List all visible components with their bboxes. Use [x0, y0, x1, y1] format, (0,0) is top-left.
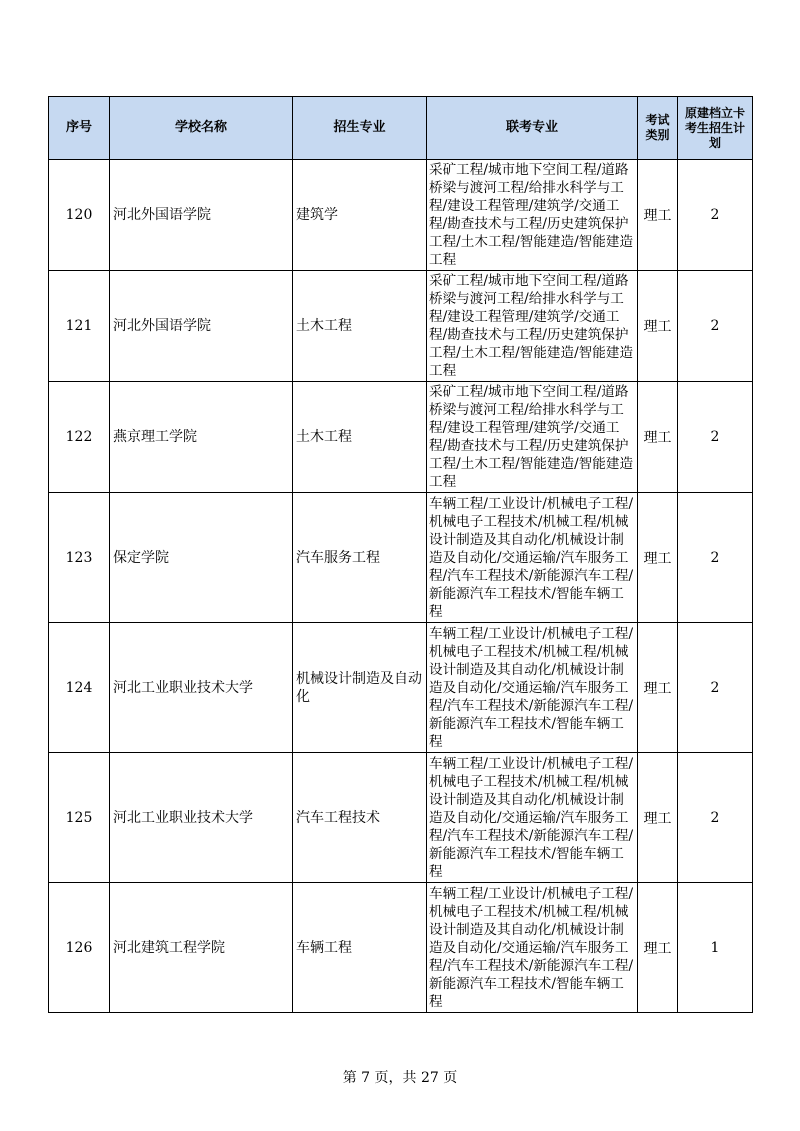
row-category: 理工	[638, 382, 678, 493]
row-school: 河北工业职业技术大学	[110, 623, 293, 753]
row-plan: 2	[678, 271, 753, 382]
row-plan: 2	[678, 623, 753, 753]
row-index: 124	[49, 623, 110, 753]
row-index: 125	[49, 753, 110, 883]
row-index: 123	[49, 493, 110, 623]
header-joint-major: 联考专业	[427, 97, 638, 160]
row-category: 理工	[638, 753, 678, 883]
row-joint-major: 车辆工程/工业设计/机械电子工程/机械电子工程技术/机械工程/机械设计制造及其自动化/机械设计制造及自动化/交通运输/汽车服务工程/汽车工程技术/新能源汽车工程/新能源汽车工程技术/智能车辆工程	[427, 623, 638, 753]
row-category: 理工	[638, 271, 678, 382]
row-major: 汽车服务工程	[293, 493, 427, 623]
header-index: 序号	[49, 97, 110, 160]
header-plan: 原建档立卡考生招生计划	[678, 97, 753, 160]
row-index: 120	[49, 160, 110, 271]
row-joint-major: 采矿工程/城市地下空间工程/道路桥梁与渡河工程/给排水科学与工程/建设工程管理/建筑学/交通工程/勘查技术与工程/历史建筑保护工程/土木工程/智能建造/智能建造工程	[427, 271, 638, 382]
table-row	[49, 753, 753, 883]
row-plan: 1	[678, 883, 753, 1013]
row-joint-major: 车辆工程/工业设计/机械电子工程/机械电子工程技术/机械工程/机械设计制造及其自动化/机械设计制造及自动化/交通运输/汽车服务工程/汽车工程技术/新能源汽车工程/新能源汽车工程技术/智能车辆工程	[427, 883, 638, 1013]
header-major: 招生专业	[293, 97, 427, 160]
header-school: 学校名称	[110, 97, 293, 160]
table-row	[49, 883, 753, 1013]
row-major: 建筑学	[293, 160, 427, 271]
row-index: 122	[49, 382, 110, 493]
header-row	[49, 97, 753, 160]
row-joint-major: 车辆工程/工业设计/机械电子工程/机械电子工程技术/机械工程/机械设计制造及其自动化/机械设计制造及自动化/交通运输/汽车服务工程/汽车工程技术/新能源汽车工程/新能源汽车工程技术/智能车辆工程	[427, 753, 638, 883]
row-major: 车辆工程	[293, 883, 427, 1013]
row-school: 河北建筑工程学院	[110, 883, 293, 1013]
row-index: 126	[49, 883, 110, 1013]
row-major: 土木工程	[293, 271, 427, 382]
row-major: 汽车工程技术	[293, 753, 427, 883]
admissions-table	[48, 96, 753, 1013]
row-joint-major: 采矿工程/城市地下空间工程/道路桥梁与渡河工程/给排水科学与工程/建设工程管理/建筑学/交通工程/勘查技术与工程/历史建筑保护工程/土木工程/智能建造/智能建造工程	[427, 160, 638, 271]
row-category: 理工	[638, 160, 678, 271]
row-plan: 2	[678, 160, 753, 271]
table-row	[49, 493, 753, 623]
row-school: 保定学院	[110, 493, 293, 623]
row-school: 河北外国语学院	[110, 160, 293, 271]
row-joint-major: 车辆工程/工业设计/机械电子工程/机械电子工程技术/机械工程/机械设计制造及其自动化/机械设计制造及自动化/交通运输/汽车服务工程/汽车工程技术/新能源汽车工程/新能源汽车工程技术/智能车辆工程	[427, 493, 638, 623]
row-school: 河北工业职业技术大学	[110, 753, 293, 883]
row-major: 土木工程	[293, 382, 427, 493]
table-row	[49, 382, 753, 493]
row-major: 机械设计制造及自动化	[293, 623, 427, 753]
row-plan: 2	[678, 753, 753, 883]
row-plan: 2	[678, 493, 753, 623]
table-row	[49, 271, 753, 382]
table-row	[49, 160, 753, 271]
header-exam-category: 考试类别	[638, 97, 678, 160]
row-school: 河北外国语学院	[110, 271, 293, 382]
row-index: 121	[49, 271, 110, 382]
row-category: 理工	[638, 493, 678, 623]
row-plan: 2	[678, 382, 753, 493]
row-joint-major: 采矿工程/城市地下空间工程/道路桥梁与渡河工程/给排水科学与工程/建设工程管理/建筑学/交通工程/勘查技术与工程/历史建筑保护工程/土木工程/智能建造/智能建造工程	[427, 382, 638, 493]
row-school: 燕京理工学院	[110, 382, 293, 493]
table-row	[49, 623, 753, 753]
row-category: 理工	[638, 883, 678, 1013]
page-footer: 第 7 页，共 27 页	[342, 1070, 458, 1086]
row-category: 理工	[638, 623, 678, 753]
